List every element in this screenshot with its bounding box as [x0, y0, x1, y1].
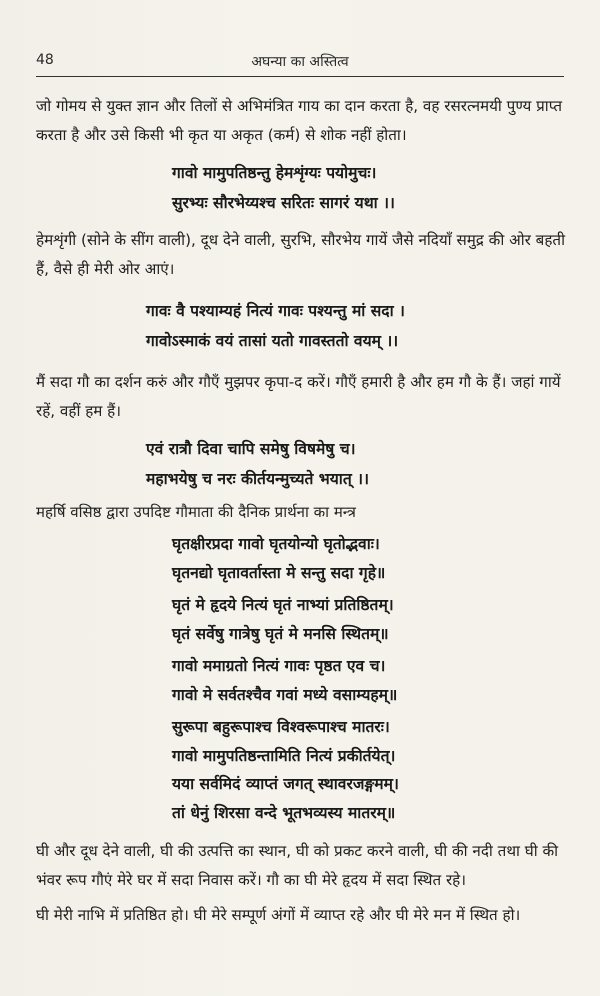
verse-line: यया सर्वमिदं व्याप्तं जगत् स्थावरजङ्गमम्। — [172, 775, 399, 793]
paragraph-1: जो गोमय से युक्त ज्ञान और तिलों से अभिमंत्रित गाय का दान करता है, वह रसरत्नमयी पुण्य प्राप्त करता है और उसे किसी भी कृत या अकृत (कर्म) से शोक नहीं होता। — [36, 97, 563, 144]
verse-line: घृतनद्यो घृतावर्तास्ता मे सन्तु सदा गृहे॥ — [172, 563, 386, 582]
verse-line: महाभयेषु च नरः कीर्तयन्मुच्यते भयात् ।। — [146, 470, 369, 488]
header-rule — [36, 76, 564, 77]
verse-line: गावो मे सर्वतश्चैव गवां मध्ये वसाम्यहम्॥ — [172, 685, 398, 704]
verse-line: गावो ममाग्रतो नित्यं गावः पृष्ठत एव च। — [172, 657, 386, 675]
page-number: 48 — [36, 52, 54, 68]
verse-line: सुरभ्यः सौरभेय्यश्च सरितः सागरं यथा ।। — [172, 194, 395, 212]
verse-3 — [36, 434, 571, 494]
verse-line: गावो मामुपतिष्ठन्तामिति नित्यं प्रकीर्तयेत्। — [172, 746, 396, 765]
verse-1 — [36, 158, 571, 218]
section-heading: महर्षि वसिष्ठ द्वारा उपदिष्ट गौमाता की दैनिक प्रार्थना का मन्त्र — [36, 503, 356, 521]
running-title: अघन्या का अस्तित्व — [251, 54, 349, 70]
verse-line: सुरूपा बहुरूपाश्च विश्वरूपाश्च मातरः। — [172, 718, 390, 736]
paragraph-5: घी मेरी नाभि में प्रतिष्ठित हो। घी मेरे सम्पूर्ण अंगों में व्याप्त रहे और घी मेरे मन में स्थित हो। — [36, 906, 521, 924]
verse-line: गावो मामुपतिष्ठन्तु हेमशृंग्यः पयोमुचः। — [172, 164, 377, 182]
paragraph-2: हेमशृंगी (सोने के सींग वाली), दूध देने वाली, सुरभि, सौरभेय गायें जैसे नदियाँ समुद्र की ओर बहती हैं, वैसे ही मेरी ओर आएं। — [36, 231, 566, 278]
verse-line: घृतं मे हृदये नित्यं घृतं नाभ्यां प्रतिष्ठितम्। — [172, 596, 394, 614]
page-body — [36, 92, 571, 930]
verse-line: एवं रात्रौ दिवा चापि समेषु विषमेषु च। — [146, 440, 356, 458]
verse-line: गावोऽस्माकं वयं तासां यतो गावस्ततो वयम् ।। — [146, 332, 399, 350]
verse-line: घृतक्षीरप्रदा गावो घृतयोन्यो घृतोद्भवाः। — [172, 535, 380, 553]
paragraph-3: मैं सदा गौ का दर्शन करुं और गौएँ मुझपर कृपा-द करें। गौएँ हमारी है और हम गौ के हैं। जहां गायें रहें, वहीं हम हैं। — [36, 373, 561, 420]
verse-line: घृतं सर्वेषु गात्रेषु घृतं मे मनसि स्थितम्॥ — [172, 624, 389, 643]
verse-line: गावः वै पश्याम्यहं नित्यं गावः पश्यन्तु मां सदा । — [146, 302, 405, 320]
page-header — [36, 52, 564, 72]
verse-4 — [36, 530, 571, 827]
verse-line: तां धेनुं शिरसा वन्दे भूतभव्यस्य मातरम्॥ — [172, 803, 396, 822]
verse-2 — [36, 296, 571, 356]
paragraph-4: घी और दूध देने वाली, घी की उत्पत्ति का स्थान, घी को प्रकट करने वाली, घी की नदी तथा घी की भंवर रूप गौएं मेरे घर में सदा निवास करें। गौ का घी मेरे हृदय में सदा स्थित रहे। — [36, 842, 559, 889]
